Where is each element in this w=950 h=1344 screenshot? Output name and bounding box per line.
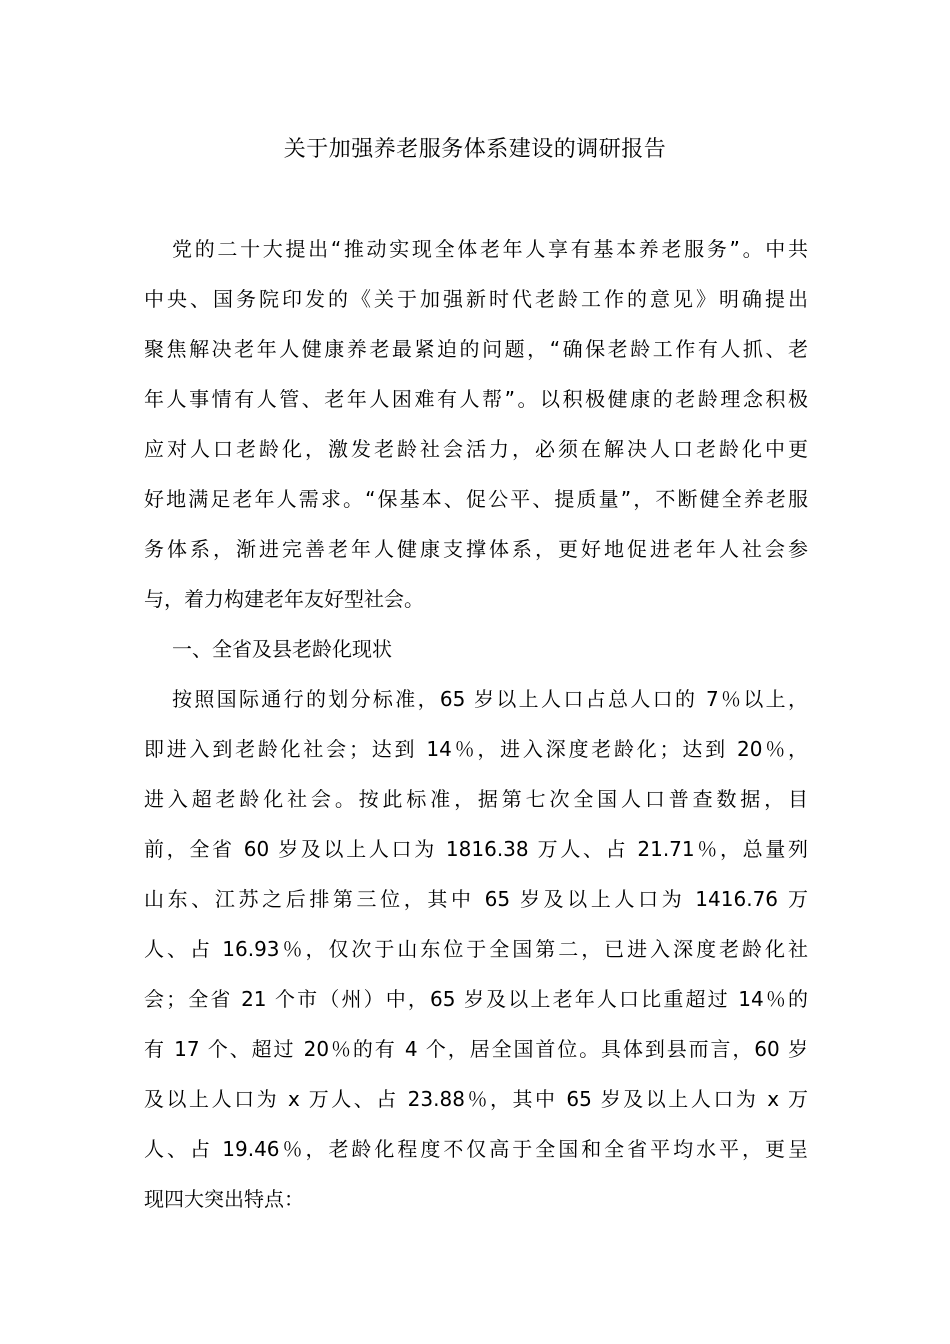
- body-line: 山东、江苏之后排第三位，其中 65 岁及以上人口为 1416.76 万: [144, 887, 808, 911]
- intro-line: 中央、国务院印发的《关于加强新时代老龄工作的意见》明确提出: [144, 287, 808, 311]
- body-line: 会；全省 21 个市（州）中，65 岁及以上老年人口比重超过 14％的: [144, 987, 808, 1011]
- section-heading: 一、全省及县老龄化现状: [172, 637, 392, 661]
- body-line: 有 17 个、超过 20％的有 4 个，居全国首位。具体到县而言，60 岁: [144, 1037, 808, 1061]
- intro-line: 务体系，渐进完善老年人健康支撑体系，更好地促进老年人社会参: [144, 537, 808, 561]
- intro-line: 聚焦解决老年人健康养老最紧迫的问题，“确保老龄工作有人抓、老: [144, 337, 808, 361]
- body-line: 即进入到老龄化社会；达到 14％，进入深度老龄化；达到 20％，: [144, 737, 808, 761]
- intro-line: 应对人口老龄化，激发老龄社会活力，必须在解决人口老龄化中更: [144, 437, 808, 461]
- intro-line: 党的二十大提出“推动实现全体老年人享有基本养老服务”。中共: [172, 237, 808, 261]
- body-line: 进入超老龄化社会。按此标准，据第七次全国人口普查数据，目: [144, 787, 808, 811]
- body-line: 人、占 16.93％，仅次于山东位于全国第二，已进入深度老龄化社: [144, 937, 808, 961]
- body-line: 及以上人口为 x 万人、占 23.88％，其中 65 岁及以上人口为 x 万: [144, 1087, 808, 1111]
- body-line: 现四大突出特点：: [144, 1187, 304, 1211]
- body-line: 按照国际通行的划分标准，65 岁以上人口占总人口的 7％以上，: [172, 687, 808, 711]
- intro-line: 年人事情有人管、老年人困难有人帮”。以积极健康的老龄理念积极: [144, 387, 808, 411]
- intro-line: 与，着力构建老年友好型社会。: [144, 587, 424, 611]
- intro-line: 好地满足老年人需求。“保基本、促公平、提质量”，不断健全养老服: [144, 487, 808, 511]
- body-line: 前，全省 60 岁及以上人口为 1816.38 万人、占 21.71％，总量列: [144, 837, 808, 861]
- body-line: 人、占 19.46％，老龄化程度不仅高于全国和全省平均水平，更呈: [144, 1137, 808, 1161]
- document-title: 关于加强养老服务体系建设的调研报告: [283, 137, 667, 162]
